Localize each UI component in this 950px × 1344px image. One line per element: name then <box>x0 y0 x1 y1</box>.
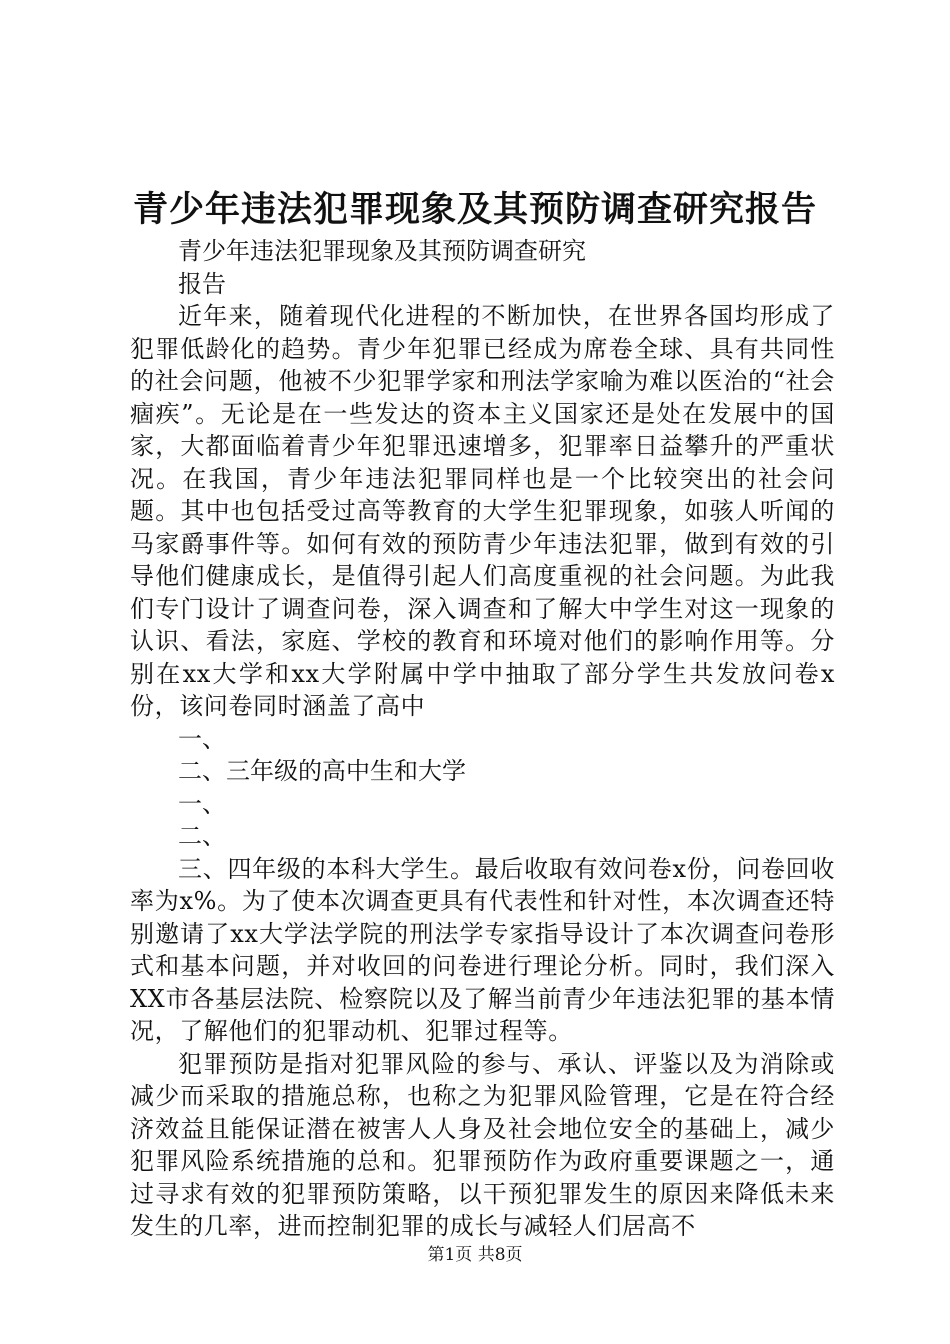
subtitle-line: 报告 <box>178 269 226 298</box>
list-line: 二、 <box>178 822 226 850</box>
subtitle-line: 青少年违法犯罪现象及其预防调查研究 <box>178 237 586 265</box>
document-body <box>130 235 835 1243</box>
document-title: 青少年违法犯罪现象及其预防调查研究报告 <box>132 189 817 230</box>
paragraph: 近年来，随着现代化进程的不断加快，在世界各国均形成了犯罪低龄化的趋势。青少年犯罪已经成为席卷全球、具有共同性的社会问题，他被不少犯罪学家和刑法学家喻为难以医治的“社会痼疾”。无论是在一些发达的资本主义国家还是处在发展中的国家，大都面临着青少年犯罪迅速增多，犯罪率日益攀升的严重状况。在我国，青少年违法犯罪同样也是一个比较突出的社会问题。其中也包括受过高等教育的大学生犯罪现象，如骇人听闻的马家爵事件等。如何有效的预防青少年违法犯罪，做到有效的引导他们健康成长，是值得引起人们高度重视的社会问题。为此我们专门设计了调查问卷，深入调查和了解大中学生对这一现象的认识、看法，家庭、学校的教育和环境对他们的影响作用等。分别在xx大学和xx大学附属中学中抽取了部分学生共发放问卷x份，该问卷同时涵盖了高中 <box>130 302 835 720</box>
paragraph: 犯罪预防是指对犯罪风险的参与、承认、评鉴以及为消除或减少而采取的措施总称，也称之为犯罪风险管理，它是在符合经济效益且能保证潜在被害人人身及社会地位安全的基础上，减少犯罪风险系统措施的总和。犯罪预防作为政府重要课题之一，通过寻求有效的犯罪预防策略，以干预犯罪发生的原因来降低未来发生的几率，进而控制犯罪的成长与减轻人们居高不 <box>130 1049 835 1240</box>
list-line: 二、三年级的高中生和大学 <box>178 757 466 785</box>
list-line: 一、 <box>178 724 226 753</box>
page-footer: 第1页 共8页 <box>427 1245 523 1265</box>
list-line: 一、 <box>178 789 226 818</box>
paragraph: 三、四年级的本科大学生。最后收取有效问卷x份，问卷回收率为x%。为了使本次调查更具有代表性和针对性，本次调查还特别邀请了xx大学法学院的刑法学专家指导设计了本次调查问卷形式和基本问题，并对收回的问卷进行理论分析。同时，我们深入XX市各基层法院、检察院以及了解当前青少年违法犯罪的基本情况，了解他们的犯罪动机、犯罪过程等。 <box>130 854 835 1045</box>
